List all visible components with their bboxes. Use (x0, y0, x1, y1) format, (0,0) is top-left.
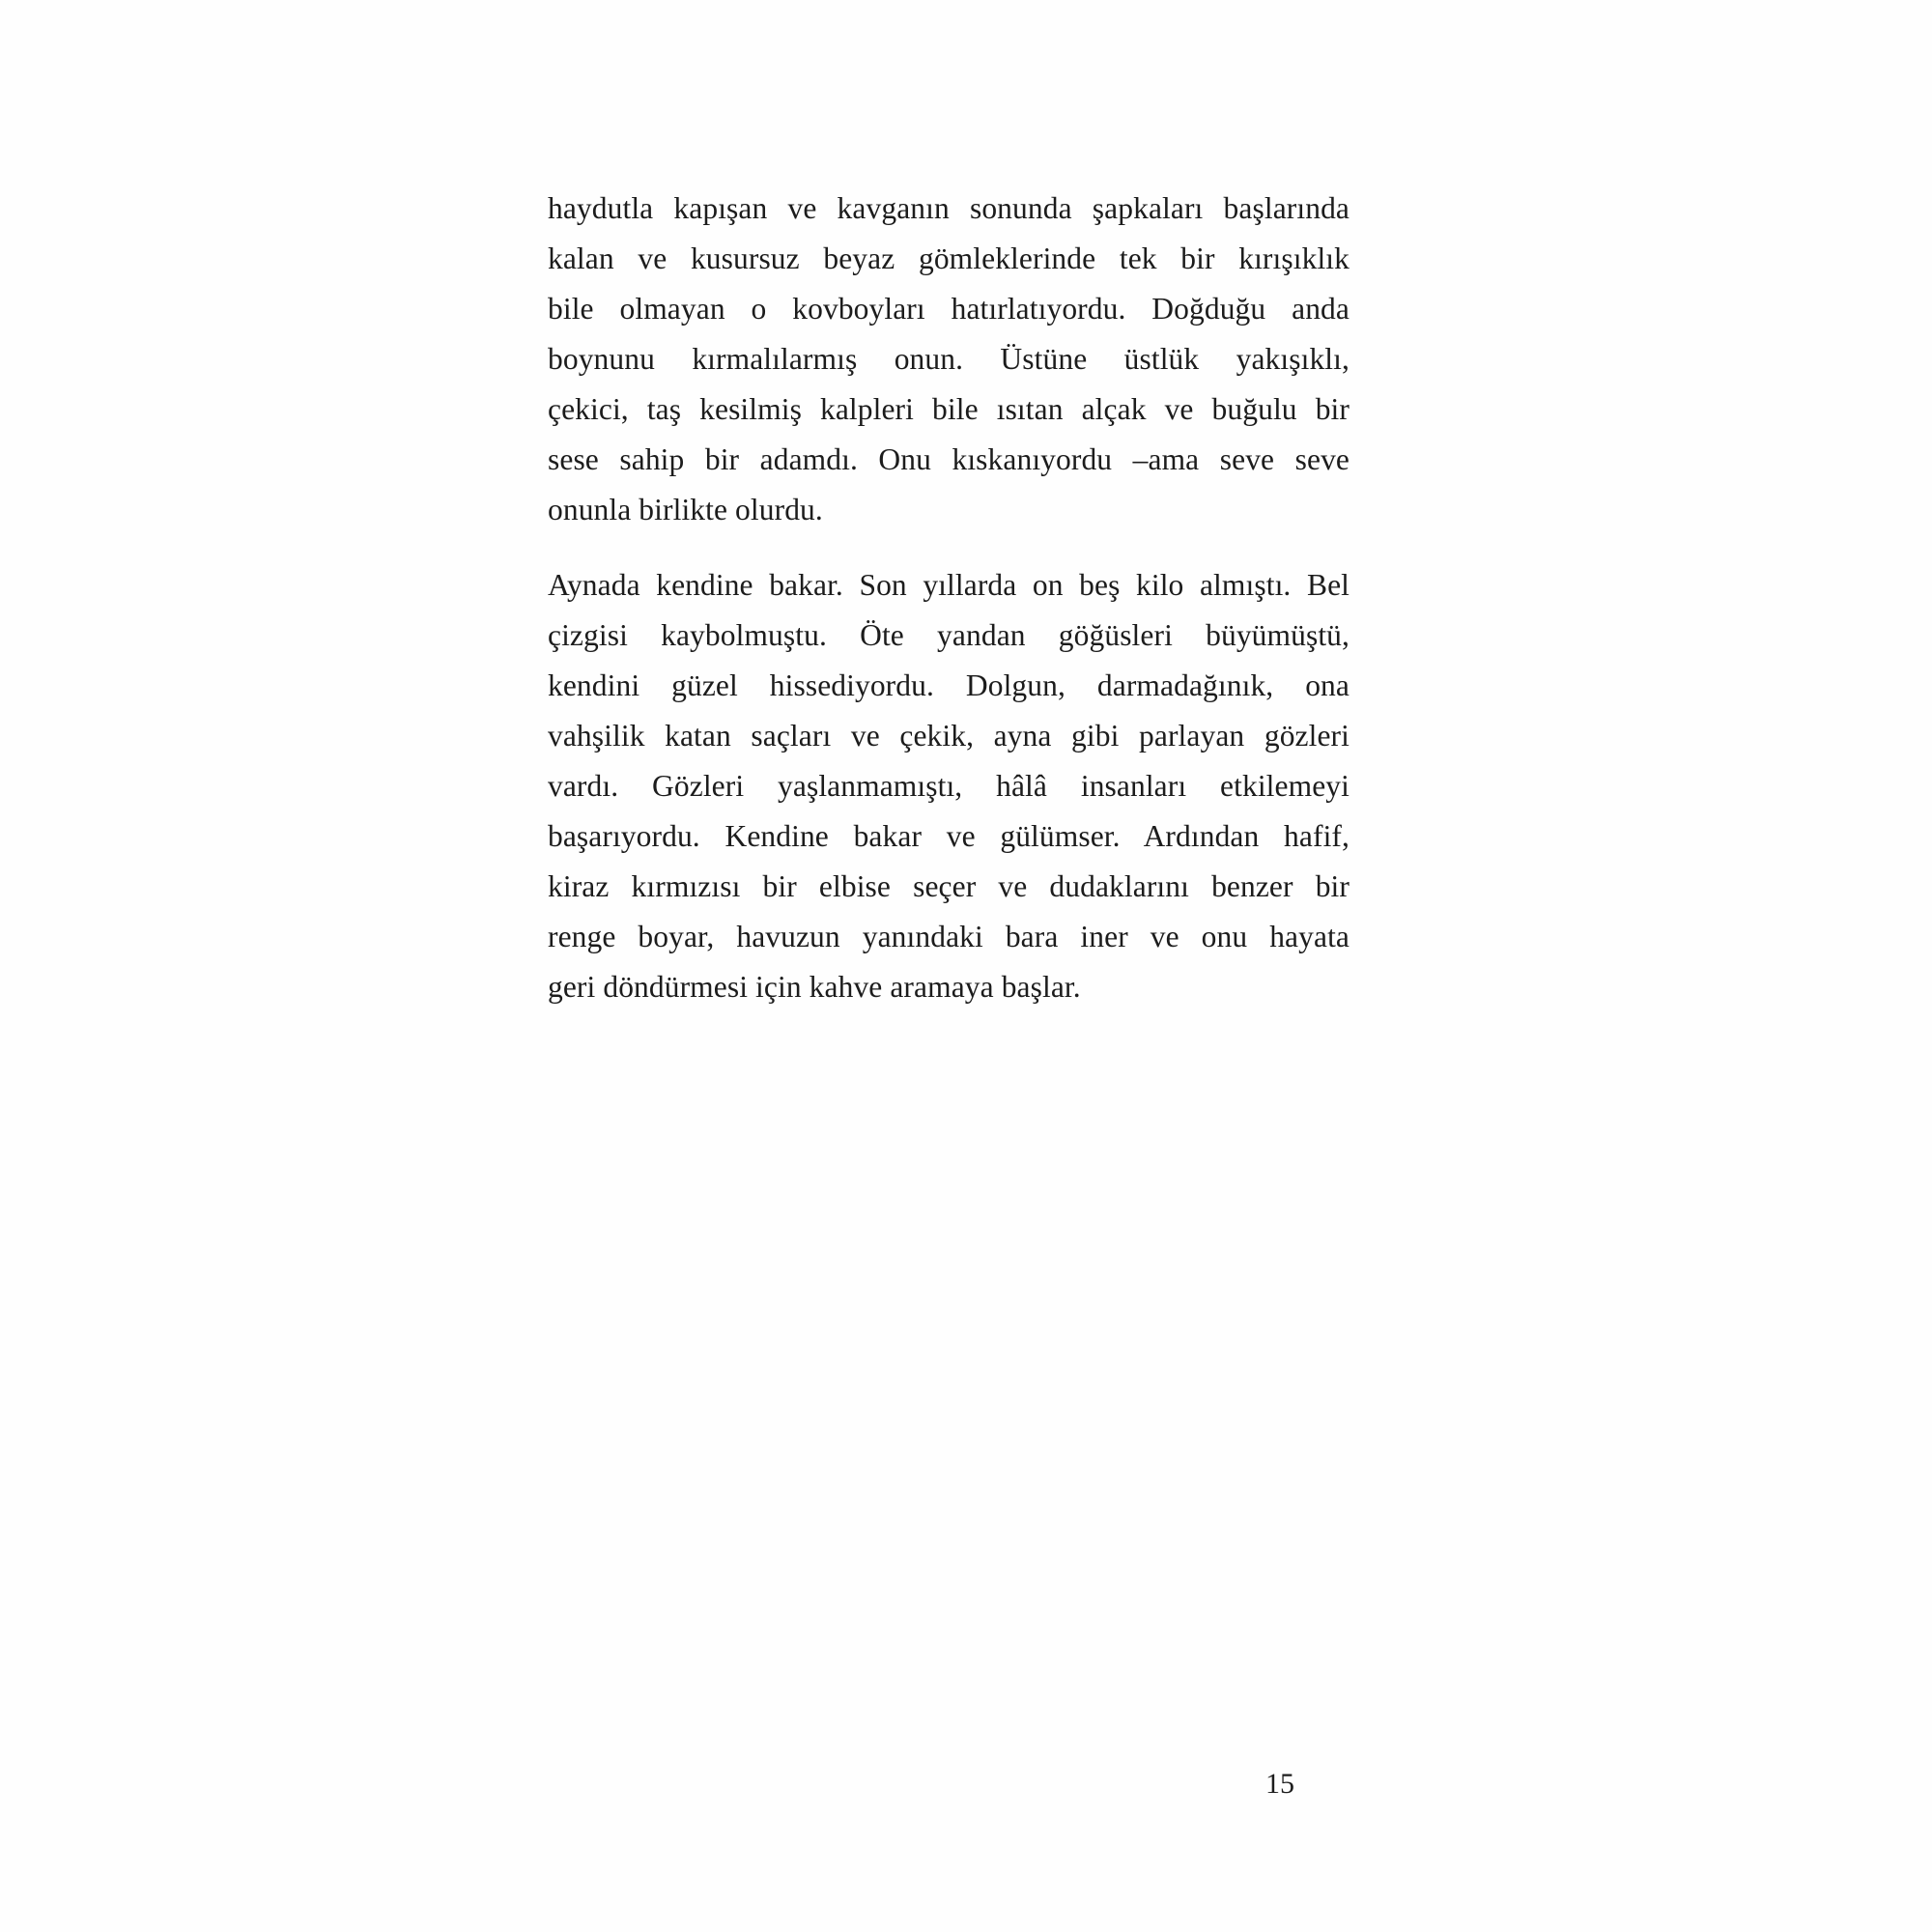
text-line: çizgisi kaybolmuştu. Öte yandan göğüsleri büyümüştü, (548, 618, 1350, 652)
text-line: geri döndürmesi için kahve aramaya başlar. (548, 970, 1081, 1004)
paragraph (548, 184, 1350, 535)
text-line: vahşilik katan saçları ve çekik, ayna gibi parlayan gözleri (548, 719, 1350, 753)
text-line: renge boyar, havuzun yanındaki bara iner ve onu hayata (548, 920, 1350, 953)
text-line: kiraz kırmızısı bir elbise seçer ve dudaklarını benzer bir (548, 869, 1350, 903)
text-line: sese sahip bir adamdı. Onu kıskanıyordu –ama seve seve (548, 442, 1350, 476)
paragraph (548, 560, 1350, 1012)
text-line: kendini güzel hissediyordu. Dolgun, darmadağınık, ona (548, 668, 1350, 702)
text-line: onunla birlikte olurdu. (548, 493, 823, 526)
text-line: çekici, taş kesilmiş kalpleri bile ısıtan alçak ve buğulu bir (548, 392, 1350, 426)
text-line: haydutla kapışan ve kavganın sonunda şapkaları başlarında (548, 191, 1350, 225)
text-line: Aynada kendine bakar. Son yıllarda on beş kilo almıştı. Bel (548, 568, 1350, 602)
text-block (548, 184, 1350, 1037)
text-line: kalan ve kusursuz beyaz gömleklerinde tek bir kırışıklık (548, 242, 1350, 275)
page-number: 15 (1265, 1768, 1294, 1800)
text-line: vardı. Gözleri yaşlanmamıştı, hâlâ insanları etkilemeyi (548, 769, 1350, 803)
text-line: bile olmayan o kovboyları hatırlatıyordu. Doğduğu anda (548, 292, 1350, 326)
text-line: başarıyordu. Kendine bakar ve gülümser. Ardından hafif, (548, 819, 1350, 853)
text-line: boynunu kırmalılarmış onun. Üstüne üstlük yakışıklı, (548, 342, 1350, 376)
